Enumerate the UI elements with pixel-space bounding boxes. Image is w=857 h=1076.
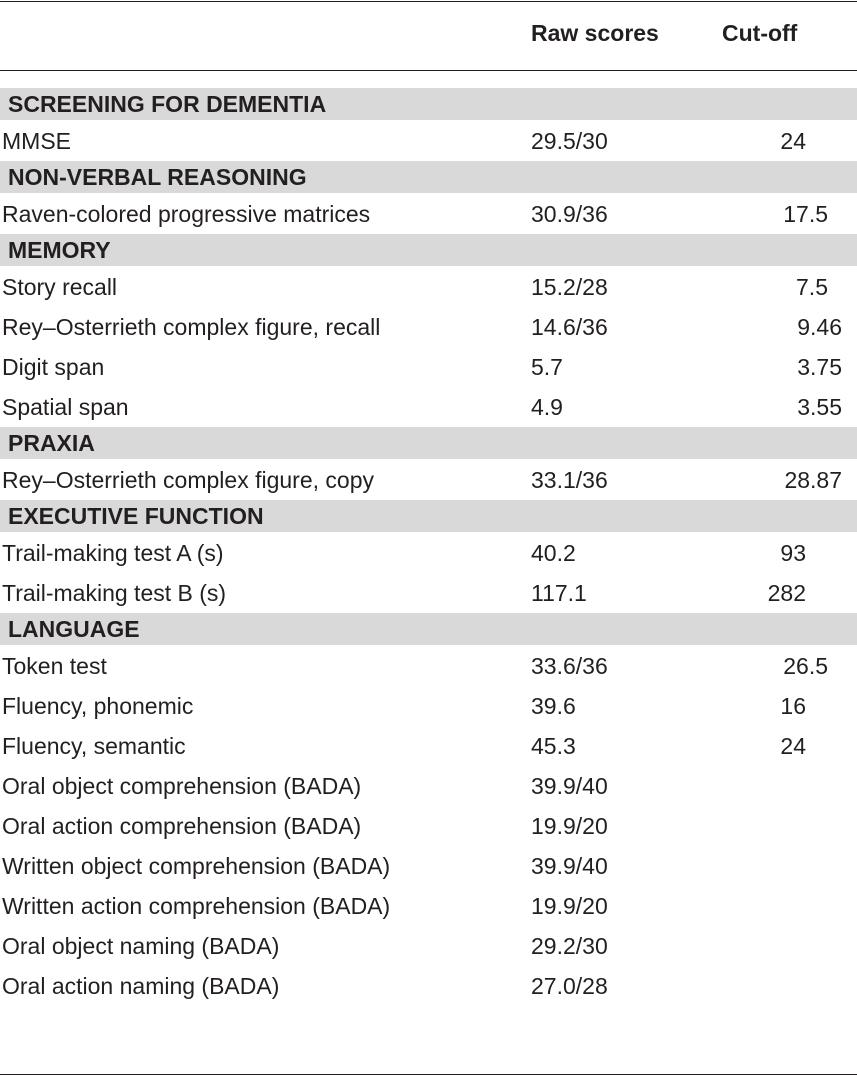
raw-score: 39.9/40 (531, 853, 608, 879)
section-title: NON-VERBAL REASONING (8, 164, 307, 190)
table-row (0, 121, 857, 161)
test-name: Fluency, semantic (2, 733, 186, 759)
section-title: MEMORY (8, 237, 111, 263)
test-name: Rey–Osterrieth complex figure, copy (2, 467, 374, 493)
test-name: Oral object comprehension (BADA) (2, 773, 362, 799)
cutoff-value: 7.5 (796, 274, 828, 300)
raw-score: 39.9/40 (531, 773, 608, 799)
cutoff-value: 9.46 (797, 314, 842, 340)
cutoff-header: Cut-off (722, 20, 798, 46)
test-name: Token test (2, 653, 107, 679)
test-name: Oral action naming (BADA) (2, 973, 280, 999)
raw-score: 19.9/20 (531, 893, 608, 919)
test-name: Raven-colored progressive matrices (2, 201, 371, 227)
table-row (0, 387, 857, 427)
table-row (0, 533, 857, 573)
table-row (0, 766, 857, 806)
raw-score: 5.7 (531, 354, 563, 380)
table-row (0, 267, 857, 307)
test-name: Written object comprehension (BADA) (2, 853, 391, 879)
test-name: Oral action comprehension (BADA) (2, 813, 362, 839)
raw-score: 33.6/36 (531, 653, 608, 679)
test-name: Spatial span (2, 394, 129, 420)
test-name: Trail-making test B (s) (2, 580, 227, 606)
cutoff-value: 16 (780, 693, 806, 719)
test-name: MMSE (2, 128, 71, 154)
test-name: Trail-making test A (s) (2, 540, 224, 566)
raw-score: 33.1/36 (531, 467, 608, 493)
table-row (0, 926, 857, 966)
test-name: Rey–Osterrieth complex figure, recall (2, 314, 381, 340)
table-row (0, 966, 857, 1006)
raw-score: 29.2/30 (531, 933, 608, 959)
raw-score: 45.3 (531, 733, 576, 759)
test-name: Digit span (2, 354, 105, 380)
table-row (0, 347, 857, 387)
raw-score: 40.2 (531, 540, 576, 566)
raw-score: 14.6/36 (531, 314, 608, 340)
table-row (0, 726, 857, 766)
table-row (0, 307, 857, 347)
cutoff-value: 24 (780, 733, 806, 759)
section-header (0, 613, 857, 645)
raw-score: 30.9/36 (531, 201, 608, 227)
cutoff-value: 282 (767, 580, 806, 606)
table-row (0, 194, 857, 234)
section-header (0, 500, 857, 532)
cutoff-value: 24 (780, 128, 806, 154)
test-name: Oral object naming (BADA) (2, 933, 280, 959)
raw-score: 4.9 (531, 394, 563, 420)
cutoff-value: 93 (780, 540, 806, 566)
cutoff-value: 3.55 (797, 394, 842, 420)
table-row (0, 460, 857, 500)
test-name: Story recall (2, 274, 118, 300)
raw-score: 15.2/28 (531, 274, 608, 300)
section-header (0, 161, 857, 193)
section-title: PRAXIA (8, 430, 95, 456)
section-title: LANGUAGE (8, 616, 140, 642)
raw-score: 117.1 (531, 580, 587, 606)
section-header (0, 88, 857, 120)
table-row (0, 686, 857, 726)
test-name: Written action comprehension (BADA) (2, 893, 391, 919)
table-row (0, 886, 857, 926)
cutoff-value: 3.75 (797, 354, 842, 380)
section-title: SCREENING FOR DEMENTIA (8, 91, 327, 117)
cutoff-value: 26.5 (783, 653, 828, 679)
section-header (0, 427, 857, 459)
table-row (0, 846, 857, 886)
raw-score: 27.0/28 (531, 973, 608, 999)
raw-score: 39.6 (531, 693, 576, 719)
section-title: EXECUTIVE FUNCTION (8, 503, 264, 529)
section-header (0, 234, 857, 266)
table-row (0, 806, 857, 846)
table-row (0, 573, 857, 613)
test-name: Fluency, phonemic (2, 693, 194, 719)
cutoff-value: 28.87 (784, 467, 842, 493)
raw-scores-header: Raw scores (531, 20, 659, 46)
cutoff-value: 17.5 (783, 201, 828, 227)
header-rule (0, 70, 857, 71)
table-body (0, 88, 857, 1006)
raw-score: 19.9/20 (531, 813, 608, 839)
raw-score: 29.5/30 (531, 128, 608, 154)
table-bottom-rule (0, 1074, 857, 1075)
table-row (0, 646, 857, 686)
